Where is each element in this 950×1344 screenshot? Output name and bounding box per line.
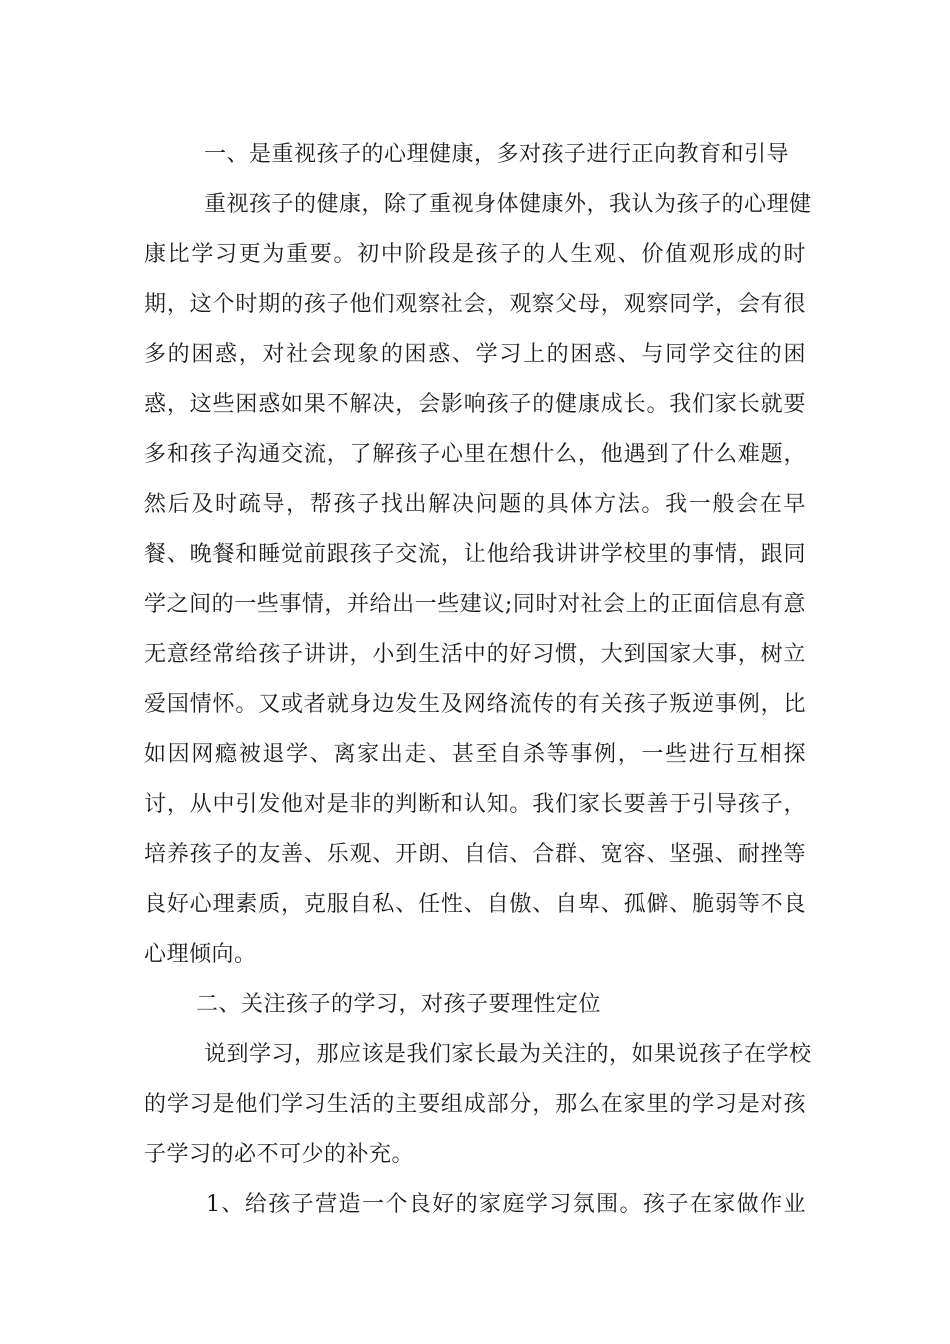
paragraph-line: 无意经常给孩子讲讲，小到生活中的好习惯，大到国家大事，树立 — [144, 642, 806, 667]
paragraph-line: 培养孩子的友善、乐观、开朗、自信、合群、宽容、坚强、耐挫等 — [144, 842, 806, 867]
paragraph-line: 如因网瘾被退学、离家出走、甚至自杀等事例，一些进行互相探 — [144, 742, 806, 767]
paragraph-line: 康比学习更为重要。初中阶段是孩子的人生观、价值观形成的时 — [144, 242, 806, 267]
paragraph-line: 期，这个时期的孩子他们观察社会，观察父母，观察同学，会有很 — [144, 292, 806, 317]
paragraph-line: 然后及时疏导，帮孩子找出解决问题的具体方法。我一般会在早 — [144, 492, 806, 517]
paragraph-line: 学之间的一些事情，并给出一些建议;同时对社会上的正面信息有意 — [144, 592, 806, 617]
paragraph-line: 良好心理素质，克服自私、任性、自傲、自卑、孤僻、脆弱等不良 — [144, 892, 806, 917]
document-page — [144, 130, 812, 1230]
paragraph-line: 惑，这些困惑如果不解决，会影响孩子的健康成长。我们家长就要 — [144, 392, 806, 417]
paragraph-line: 餐、晚餐和睡觉前跟孩子交流，让他给我讲讲学校里的事情，跟同 — [144, 542, 806, 567]
paragraph-line: 子学习的必不可少的补充。 — [144, 1142, 415, 1167]
section-heading-2: 二、关注孩子的学习，对孩子要理性定位 — [196, 992, 602, 1017]
list-item-1: 1、给孩子营造一个良好的家庭学习氛围。孩子在家做作业 — [206, 1192, 806, 1217]
paragraph-line: 心理倾向。 — [144, 942, 257, 967]
paragraph-line: 说到学习，那应该是我们家长最为关注的，如果说孩子在学校 — [204, 1042, 812, 1067]
paragraph-line: 讨，从中引发他对是非的判断和认知。我们家长要善于引导孩子， — [144, 792, 806, 817]
section-heading-1: 一、是重视孩子的心理健康，多对孩子进行正向教育和引导 — [204, 142, 790, 167]
paragraph-1 — [144, 180, 812, 980]
paragraph-line: 多的困惑，对社会现象的困惑、学习上的困惑、与同学交往的困 — [144, 342, 806, 367]
paragraph-line: 爱国情怀。又或者就身边发生及网络流传的有关孩子叛逆事例，比 — [144, 692, 806, 717]
paragraph-line: 多和孩子沟通交流，了解孩子心里在想什么，他遇到了什么难题， — [144, 442, 806, 467]
paragraph-2 — [144, 1030, 812, 1180]
paragraph-line: 的学习是他们学习生活的主要组成部分，那么在家里的学习是对孩 — [144, 1092, 806, 1117]
paragraph-line: 重视孩子的健康，除了重视身体健康外，我认为孩子的心理健 — [204, 192, 812, 217]
